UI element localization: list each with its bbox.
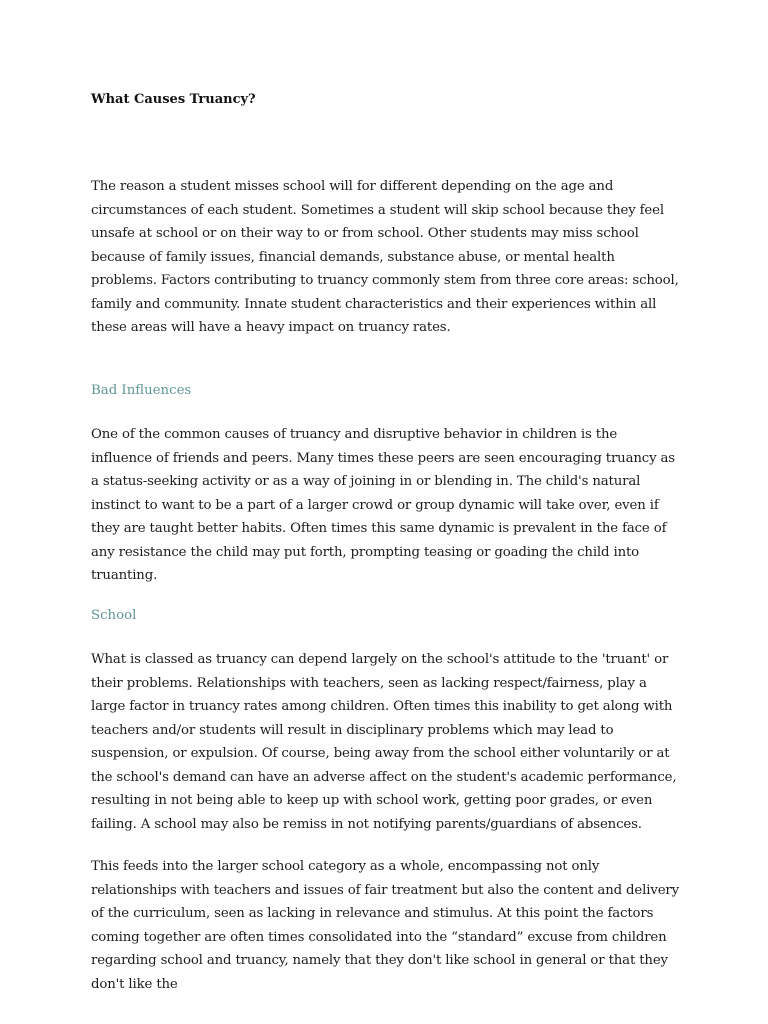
intro-paragraph: The reason a student misses school will for different depending on the age and circumstances of each student. Sometimes a student will skip school because they feel unsafe at school or on their way to or from school. Other students may miss school because of family issues, financial demands, substance abuse, or mental health problems. Factors contributing to truancy commonly stem from three core areas: school, family and community. Innate student characteristics and their experiences within all these areas will have a heavy impact on truancy rates. xyxy=(91,179,679,335)
document-title: What Causes Truancy? xyxy=(91,92,256,107)
school-paragraph-2: This feeds into the larger school category as a whole, encompassing not only relationships with teachers and issues of fair treatment but also the content and delivery of the curriculum, seen as lacking in relevance and stimulus. At this point the factors coming together are often times consolidated into the “standard” excuse from children regarding school and truancy, namely that they don't like school in general or that they don't like the xyxy=(91,859,679,992)
school-paragraph-1: What is classed as truancy can depend largely on the school's attitude to the 'truant' or their problems. Relationships with teachers, seen as lacking respect/fairness, play a large factor in truancy rates among children. Often times this inability to get along with teachers and/or students will result in disciplinary problems which may lead to suspension, or expulsion. Of course, being away from the school either voluntarily or at the school's demand can have an adverse affect on the student's academic performance, resulting in not being able to keep up with school work, getting poor grades, or even failing. A school may also be remiss in not notifying parents/guardians of absences. xyxy=(91,652,677,832)
section-heading-school: School xyxy=(91,608,137,623)
bad-influences-paragraph: One of the common causes of truancy and disruptive behavior in children is the influence of friends and peers. Many times these peers are seen encouraging truancy as a status-seeking activity or as a way of joining in or blending in. The child's natural instinct to want to be a part of a larger crowd or group dynamic will take over, even if they are taught better habits. Often times this same dynamic is prevalent in the face of any resistance the child may put forth, prompting teasing or goading the child into truanting. xyxy=(91,427,675,583)
section-heading-bad-influences: Bad Influences xyxy=(91,383,192,398)
